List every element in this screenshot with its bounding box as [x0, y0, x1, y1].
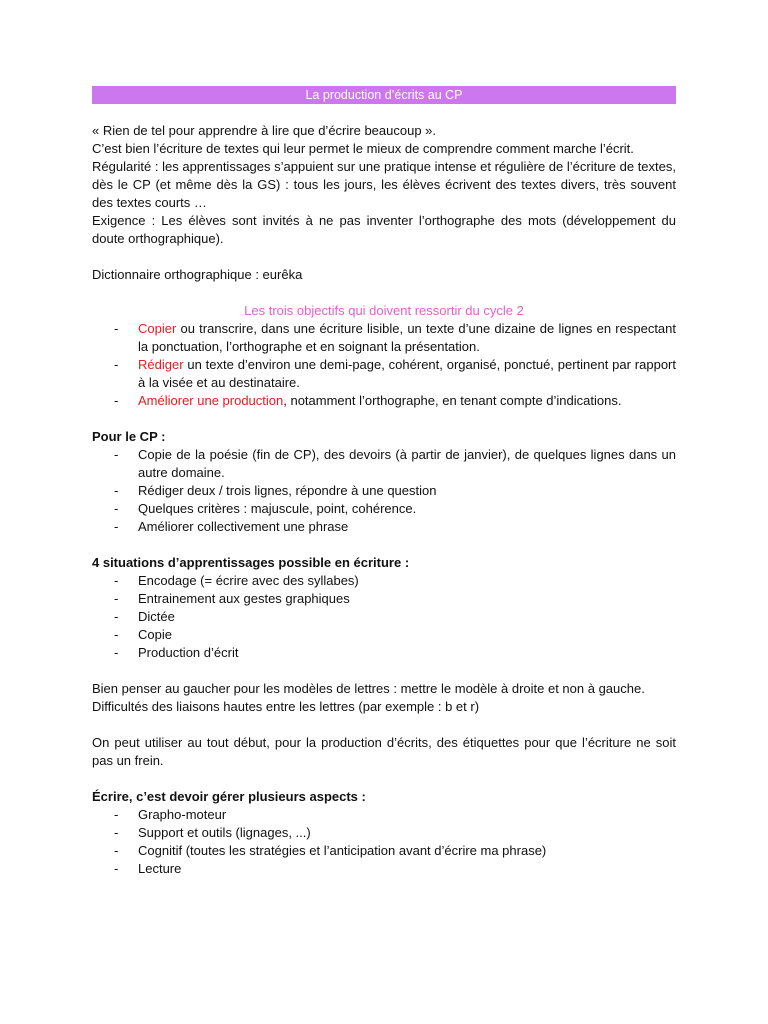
document-content	[92, 86, 676, 878]
bullet-dash: -	[114, 609, 119, 624]
aspects-heading: Écrire, c’est devoir gérer plusieurs aspects :	[92, 789, 366, 804]
list-item: - Production d’écrit	[114, 645, 239, 660]
cp-list	[92, 446, 676, 536]
aspects-list	[92, 806, 676, 878]
list-item: - Améliorer collectivement une phrase	[114, 519, 349, 534]
bullet-dash: -	[114, 573, 119, 588]
list-item: - Entrainement aux gestes graphiques	[114, 591, 350, 606]
objective-keyword: Copier	[138, 321, 177, 336]
left-handed-paragraph: Bien penser au gaucher pour les modèles de lettres : mettre le modèle à droite et non à gauche.	[92, 681, 645, 696]
labels-paragraph: On peut utiliser au tout début, pour la production d’écrits, des étiquettes pour que l’écriture ne soit pas un frein.	[92, 735, 676, 768]
dictionary-line: Dictionnaire orthographique : eurêka	[92, 267, 303, 282]
bullet-dash: -	[114, 357, 119, 372]
intro-paragraph: C’est bien l’écriture de textes qui leur permet le mieux de comprendre comment marche l’écrit.	[92, 141, 634, 156]
list-item: - Copie	[114, 627, 172, 642]
bullet-dash: -	[114, 501, 119, 516]
regularity-paragraph: Régularité : les apprentissages s’appuient sur une pratique intense et régulière de l’écriture de textes, dès le CP (et même dès la GS) : tous les jours, les élèves écrivent des textes divers, très souvent des textes courts …	[92, 159, 676, 210]
situations-heading: 4 situations d’apprentissages possible en écriture :	[92, 555, 410, 570]
list-item: - Copie de la poésie (fin de CP), des devoirs (à partir de janvier), de quelques lignes dans un autre domaine.	[114, 447, 676, 480]
list-item: - Support et outils (lignages, ...)	[114, 825, 311, 840]
cp-heading: Pour le CP :	[92, 429, 166, 444]
bullet-dash: -	[114, 321, 119, 336]
objective-item	[92, 320, 676, 356]
letter-links-paragraph: Difficultés des liaisons hautes entre les lettres (par exemple : b et r)	[92, 699, 480, 714]
list-item: - Lecture	[114, 861, 182, 876]
bullet-dash: -	[114, 861, 119, 876]
intro-quote: « Rien de tel pour apprendre à lire que d’écrire beaucoup ».	[92, 123, 437, 138]
list-item: - Rédiger deux / trois lignes, répondre à une question	[114, 483, 437, 498]
document-title: La production d’écrits au CP	[92, 86, 676, 104]
objective-item	[92, 392, 676, 410]
objective-keyword: Améliorer une production	[138, 393, 284, 408]
bullet-dash: -	[114, 483, 119, 498]
objectives-heading: Les trois objectifs qui doivent ressortir du cycle 2	[244, 303, 524, 318]
bullet-dash: -	[114, 447, 119, 462]
objective-text: ou transcrire, dans une écriture lisible, un texte d’une dizaine de lignes en respectant la ponctuation, l’orthographe et en soignant la présentation.	[138, 321, 676, 354]
bullet-dash: -	[114, 645, 119, 660]
bullet-dash: -	[114, 627, 119, 642]
situations-list	[92, 572, 676, 662]
objective-text: un texte d’environ une demi-page, cohérent, organisé, ponctué, pertinent par rapport à la visée et au destinataire.	[138, 357, 676, 390]
bullet-dash: -	[114, 807, 119, 822]
list-item: - Dictée	[114, 609, 175, 624]
objectives-list	[92, 320, 676, 410]
list-item: - Encodage (= écrire avec des syllabes)	[114, 573, 359, 588]
objective-keyword: Rédiger	[138, 357, 184, 372]
list-item: - Quelques critères : majuscule, point, cohérence.	[114, 501, 417, 516]
bullet-dash: -	[114, 393, 119, 408]
objective-item	[92, 356, 676, 392]
bullet-dash: -	[114, 825, 119, 840]
bullet-dash: -	[114, 591, 119, 606]
requirement-paragraph: Exigence : Les élèves sont invités à ne pas inventer l’orthographe des mots (développement du doute orthographique).	[92, 213, 676, 246]
bullet-dash: -	[114, 843, 119, 858]
bullet-dash: -	[114, 519, 119, 534]
objective-text: , notamment l’orthographe, en tenant compte d’indications.	[283, 393, 622, 408]
list-item: - Grapho-moteur	[114, 807, 227, 822]
list-item: - Cognitif (toutes les stratégies et l’anticipation avant d’écrire ma phrase)	[114, 843, 547, 858]
